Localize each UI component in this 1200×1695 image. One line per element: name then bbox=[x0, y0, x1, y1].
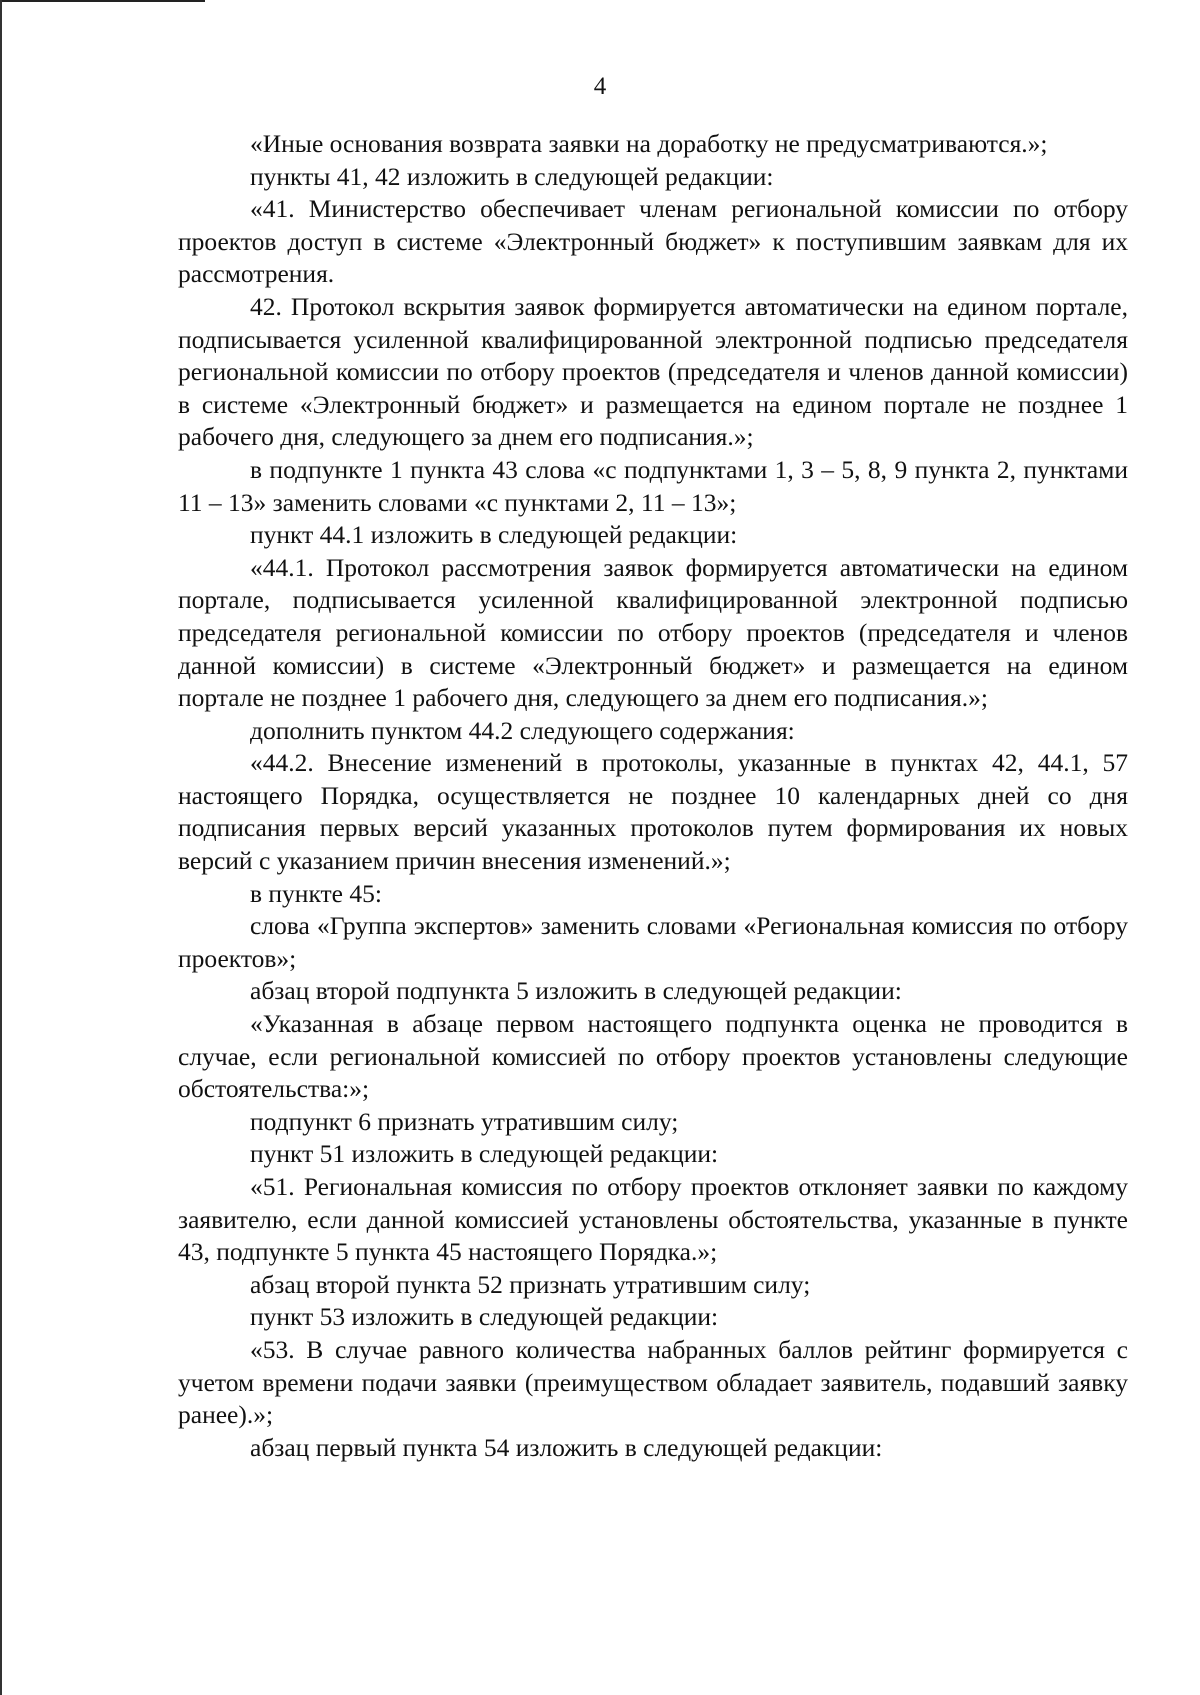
paragraph: пункты 41, 42 изложить в следующей редакции: bbox=[250, 161, 774, 191]
paragraph: «Указанная в абзаце первом настоящего подпункта оценка не проводится в случае, если региональной комиссией по отбору проектов установлены следующие обстоятельства:»; bbox=[178, 1009, 1128, 1104]
paragraph: пункт 44.1 изложить в следующей редакции: bbox=[250, 520, 738, 550]
paragraph: абзац первый пункта 54 изложить в следующей редакции: bbox=[250, 1432, 883, 1462]
paragraph: дополнить пунктом 44.2 следующего содержания: bbox=[250, 715, 795, 745]
paragraph: абзац второй пункта 52 признать утратившим силу; bbox=[250, 1269, 811, 1299]
document-body bbox=[178, 128, 1128, 1464]
page-number: 4 bbox=[593, 73, 607, 100]
paragraph: абзац второй подпункта 5 изложить в следующей редакции: bbox=[250, 976, 902, 1006]
paragraph: «Иные основания возврата заявки на доработку не предусматриваются.»; bbox=[250, 129, 1048, 158]
paragraph: подпункт 6 признать утратившим силу; bbox=[250, 1106, 679, 1136]
paragraph: пункт 51 изложить в следующей редакции: bbox=[250, 1139, 719, 1169]
paragraph: «53. В случае равного количества набранных баллов рейтинг формируется с учетом времени подачи заявки (преимуществом обладает заявитель, подавший заявку ранее).»; bbox=[178, 1334, 1128, 1430]
paragraph: в пункте 45: bbox=[250, 878, 382, 908]
paragraph: пункт 53 изложить в следующей редакции: bbox=[250, 1302, 719, 1332]
paragraph: слова «Группа экспертов» заменить словами «Региональная комиссия по отбору проектов»; bbox=[178, 911, 1128, 973]
scan-border-left bbox=[0, 0, 2, 1695]
scan-border-top bbox=[0, 0, 205, 2]
paragraph: «51. Региональная комиссия по отбору проектов отклоняет заявки по каждому заявителю, если данной комиссией установлены обстоятельства, указанные в пункте 43, подпункте 5 пункта 45 настоящего Порядка.»; bbox=[178, 1172, 1128, 1267]
paragraph: «44.2. Внесение изменений в протоколы, указанные в пунктах 42, 44.1, 57 настоящего Порядка, осуществляется не позднее 10 календарных дней со дня подписания первых версий указанных протоколов путем формирования их новых версий с указанием причин внесения изменений.»; bbox=[178, 748, 1128, 876]
paragraph: 42. Протокол вскрытия заявок формируется автоматически на едином портале, подписывается усиленной квалифицированной электронной подписью председателя региональной комиссии по отбору проектов (председателя и членов данной комиссии) в системе «Электронный бюджет» и размещается на едином портале не позднее 1 рабочего дня, следующего за днем его подписания.»; bbox=[178, 291, 1128, 452]
paragraph: «44.1. Протокол рассмотрения заявок формируется автоматически на едином портале, подписывается усиленной квалифицированной электронной подписью председателя региональной комиссии по отбору проектов (председателя и членов данной комиссии) в системе «Электронный бюджет» и размещается на едином портале не позднее 1 рабочего дня, следующего за днем его подписания.»; bbox=[178, 552, 1128, 713]
paragraph: «41. Министерство обеспечивает членам региональной комиссии по отбору проектов доступ в системе «Электронный бюджет» к поступившим заявкам для их рассмотрения. bbox=[178, 194, 1128, 289]
paragraph: в подпункте 1 пункта 43 слова «с подпунктами 1, 3 – 5, 8, 9 пункта 2, пунктами 11 – 13» заменить словами «с пунктами 2, 11 – 13»; bbox=[178, 454, 1128, 517]
